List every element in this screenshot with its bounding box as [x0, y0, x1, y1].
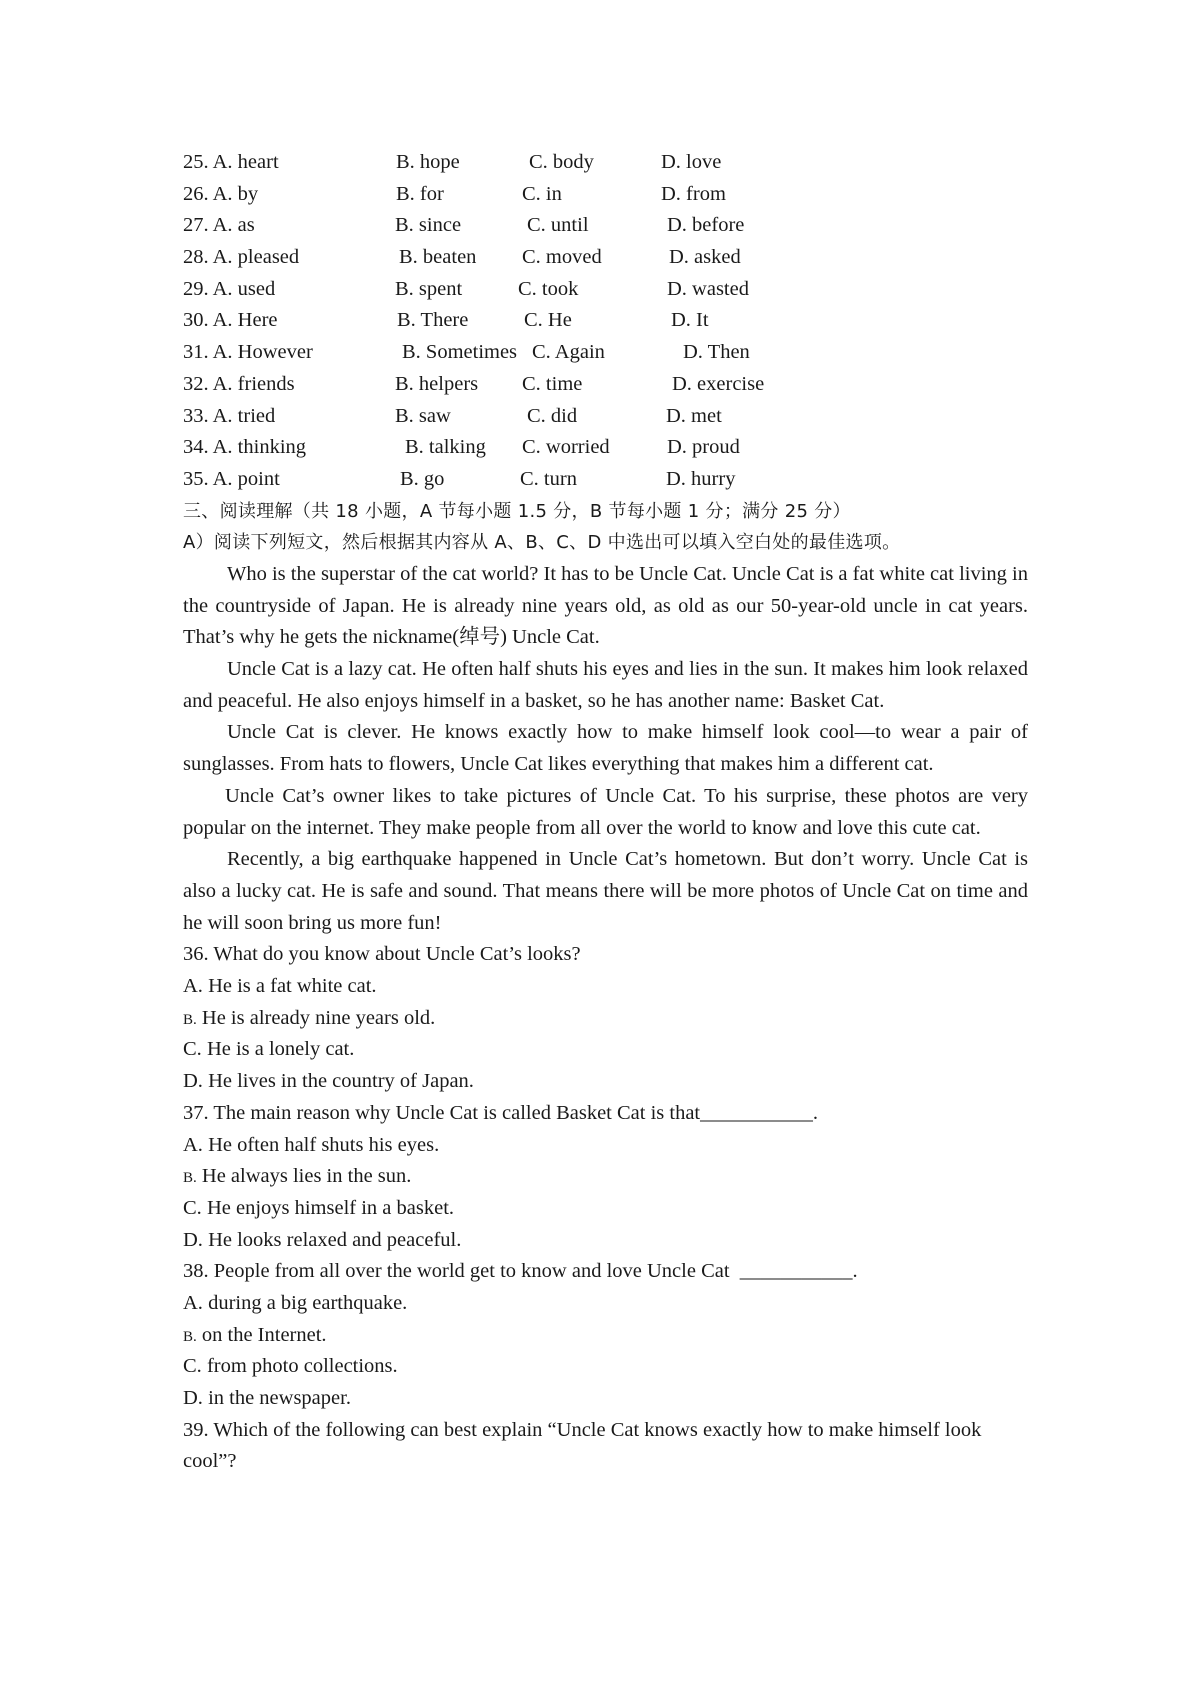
question-number: 32.: [183, 372, 209, 395]
question-number: 30.: [183, 309, 209, 332]
option-c: C. until: [527, 214, 589, 237]
option-a: [183, 242, 299, 274]
choice-d: [183, 1383, 1028, 1415]
option-b: B. for: [396, 182, 444, 205]
choice-text: He often half shuts his eyes.: [202, 1133, 440, 1156]
option-a-text: A. However: [212, 341, 313, 364]
choice-letter: B.: [183, 1011, 197, 1028]
choice-text: from photo collections.: [201, 1355, 398, 1378]
option-d: D. Then: [683, 341, 750, 364]
question-number: 35.: [183, 467, 209, 490]
option-c: C. moved: [522, 246, 602, 269]
option-a-text: A. by: [212, 182, 259, 205]
option-a-text: A. friends: [212, 372, 295, 395]
option-row-26: [183, 179, 1028, 211]
option-c: C. did: [527, 404, 578, 427]
option-a: [183, 432, 306, 464]
choice-text: He is a lonely cat.: [201, 1038, 355, 1061]
question-number: 31.: [183, 341, 209, 364]
choice-text: He enjoys himself in a basket.: [201, 1196, 455, 1219]
option-a: [183, 179, 258, 211]
choice-text: He is a fat white cat.: [202, 975, 377, 998]
option-b: B. beaten: [399, 246, 477, 269]
choice-d: [183, 1225, 1028, 1257]
choice-a: [183, 1288, 1028, 1320]
option-a: [183, 401, 275, 433]
option-c: C. turn: [520, 467, 577, 490]
option-a-text: A. point: [212, 467, 280, 490]
question-number: 25.: [183, 151, 209, 173]
question-stem: 39. Which of the following can best explain “Uncle Cat knows exactly how to make himself look cool”?: [183, 1418, 982, 1473]
question-number: 29.: [183, 277, 209, 300]
option-a: [183, 369, 295, 401]
choice-a: [183, 1130, 1028, 1162]
option-a-text: A. heart: [212, 151, 279, 173]
option-d: D. before: [667, 214, 745, 237]
option-a-text: A. Here: [212, 309, 278, 332]
choice-text: He looks relaxed and peaceful.: [202, 1228, 462, 1251]
choice-text: during a big earthquake.: [202, 1291, 408, 1314]
question-stem: 36. What do you know about Uncle Cat’s looks?: [183, 943, 581, 966]
option-d: D. love: [661, 151, 722, 173]
option-a: [183, 210, 255, 242]
passage-paragraph: Recently, a big earthquake happened in Uncle Cat’s hometown. But don’t worry. Uncle Cat is also a lucky cat. He is safe and sound. That means there will be more photos of Uncle Cat on time and he will soon bring us more fun!: [183, 848, 1028, 934]
question-37: [183, 1098, 1028, 1256]
choice-d: [183, 1066, 1028, 1098]
option-b: B. go: [400, 467, 445, 490]
choice-text: in the newspaper.: [202, 1387, 351, 1409]
option-row-35: [183, 464, 1028, 496]
option-c: C. Again: [532, 341, 605, 364]
choice-text: He always lies in the sun.: [196, 1165, 412, 1188]
option-b: B. spent: [395, 277, 463, 300]
question-number: 28.: [183, 246, 209, 269]
choice-text: He lives in the country of Japan.: [202, 1070, 474, 1093]
question-number: 33.: [183, 404, 209, 427]
option-a: [183, 464, 280, 496]
option-d: D. met: [666, 404, 722, 427]
choice-letter: C.: [183, 1196, 202, 1219]
question-number: 27.: [183, 214, 209, 237]
choice-letter: C.: [183, 1355, 202, 1378]
option-d: D. exercise: [672, 372, 765, 395]
option-a-text: A. as: [212, 214, 255, 237]
option-row-34: [183, 432, 1028, 464]
question-number: 26.: [183, 182, 209, 205]
choice-b: [183, 1003, 1028, 1035]
option-b: B. hope: [396, 151, 460, 173]
option-row-33: [183, 401, 1028, 433]
option-a: [183, 337, 313, 369]
choice-a: [183, 971, 1028, 1003]
option-row-29: [183, 274, 1028, 306]
question-stem: 38. People from all over the world get to know and love Uncle Cat ___________.: [183, 1260, 858, 1283]
option-d: D. from: [661, 182, 726, 205]
option-row-31: [183, 337, 1028, 369]
page-content: [183, 147, 1028, 1478]
choice-c: [183, 1193, 1028, 1225]
choice-letter: C.: [183, 1038, 202, 1061]
option-a: [183, 147, 279, 179]
question-stem: 37. The main reason why Uncle Cat is called Basket Cat is that___________.: [183, 1101, 818, 1124]
choice-text: He is already nine years old.: [196, 1006, 436, 1029]
option-b: B. since: [395, 214, 462, 237]
choice-c: [183, 1351, 1028, 1383]
question-36: [183, 939, 1028, 1097]
choice-letter: B.: [183, 1170, 197, 1187]
choice-text: on the Internet.: [196, 1323, 327, 1346]
choice-letter: A.: [183, 1291, 203, 1314]
option-a-text: A. tried: [212, 404, 276, 427]
question-number: 34.: [183, 436, 209, 459]
reading-passage: [183, 559, 1028, 939]
option-c: C. He: [524, 309, 572, 332]
passage-paragraph: Who is the superstar of the cat world? It has to be Uncle Cat. Uncle Cat is a fat white cat living in the countryside of Japan. He is already nine years old, as old as our 50-year-old uncle in cat years. That’s why he gets the nickname(绰号) Uncle Cat.: [183, 562, 1028, 649]
option-c: C. took: [518, 277, 579, 300]
option-c: C. worried: [522, 436, 610, 459]
option-a-text: A. used: [212, 277, 276, 300]
part-a-instruction: A）阅读下列短文，然后根据其内容从 A、B、C、D 中选出可以填入空白处的最佳选项。: [183, 532, 901, 554]
option-row-28: [183, 242, 1028, 274]
passage-paragraph: Uncle Cat is a lazy cat. He often half shuts his eyes and lies in the sun. It makes him look relaxed and peaceful. He also enjoys himself in a basket, so he has another name: Basket Cat.: [183, 658, 1028, 712]
section-heading: 三、阅读理解（共 18 小题，A 节每小题 1.5 分，B 节每小题 1 分；满分 25 分）: [183, 500, 851, 522]
question-38: [183, 1256, 1028, 1414]
choice-letter: D.: [183, 1070, 203, 1093]
option-c: C. time: [522, 372, 583, 395]
choice-b: [183, 1161, 1028, 1193]
option-d: D. wasted: [667, 277, 749, 300]
option-row-27: [183, 210, 1028, 242]
option-b: B. talking: [405, 436, 486, 459]
option-d: D. hurry: [666, 467, 736, 490]
option-a-text: A. pleased: [212, 246, 300, 269]
option-d: D. It: [671, 309, 709, 332]
choice-letter: D.: [183, 1228, 203, 1251]
passage-paragraph: Uncle Cat’s owner likes to take pictures of Uncle Cat. To his surprise, these photos are very popular on the internet. They make people from all over the world to know and love this cute cat.: [183, 784, 1028, 839]
option-a: [183, 305, 278, 337]
option-row-25: [183, 147, 1028, 179]
option-row-32: [183, 369, 1028, 401]
option-b: B. saw: [395, 404, 451, 427]
option-c: C. in: [522, 182, 562, 205]
option-a: [183, 274, 275, 306]
option-b: B. Sometimes: [402, 341, 518, 364]
choice-letter: D.: [183, 1387, 203, 1409]
option-row-30: [183, 305, 1028, 337]
option-d: D. proud: [667, 436, 740, 459]
choice-letter: A.: [183, 975, 203, 998]
option-a-text: A. thinking: [212, 436, 307, 459]
choice-c: [183, 1034, 1028, 1066]
choice-letter: B.: [183, 1328, 197, 1345]
passage-paragraph: Uncle Cat is clever. He knows exactly how to make himself look cool—to wear a pair of sunglasses. From hats to flowers, Uncle Cat likes everything that makes him a different cat.: [183, 721, 1028, 776]
cloze-options: [183, 147, 1028, 496]
option-d: D. asked: [669, 246, 741, 269]
choice-letter: A.: [183, 1133, 203, 1156]
choice-b: [183, 1320, 1028, 1352]
question-39: [183, 1415, 1028, 1478]
option-b: B. helpers: [395, 372, 479, 395]
option-c: C. body: [529, 151, 594, 173]
option-b: B. There: [397, 309, 469, 332]
